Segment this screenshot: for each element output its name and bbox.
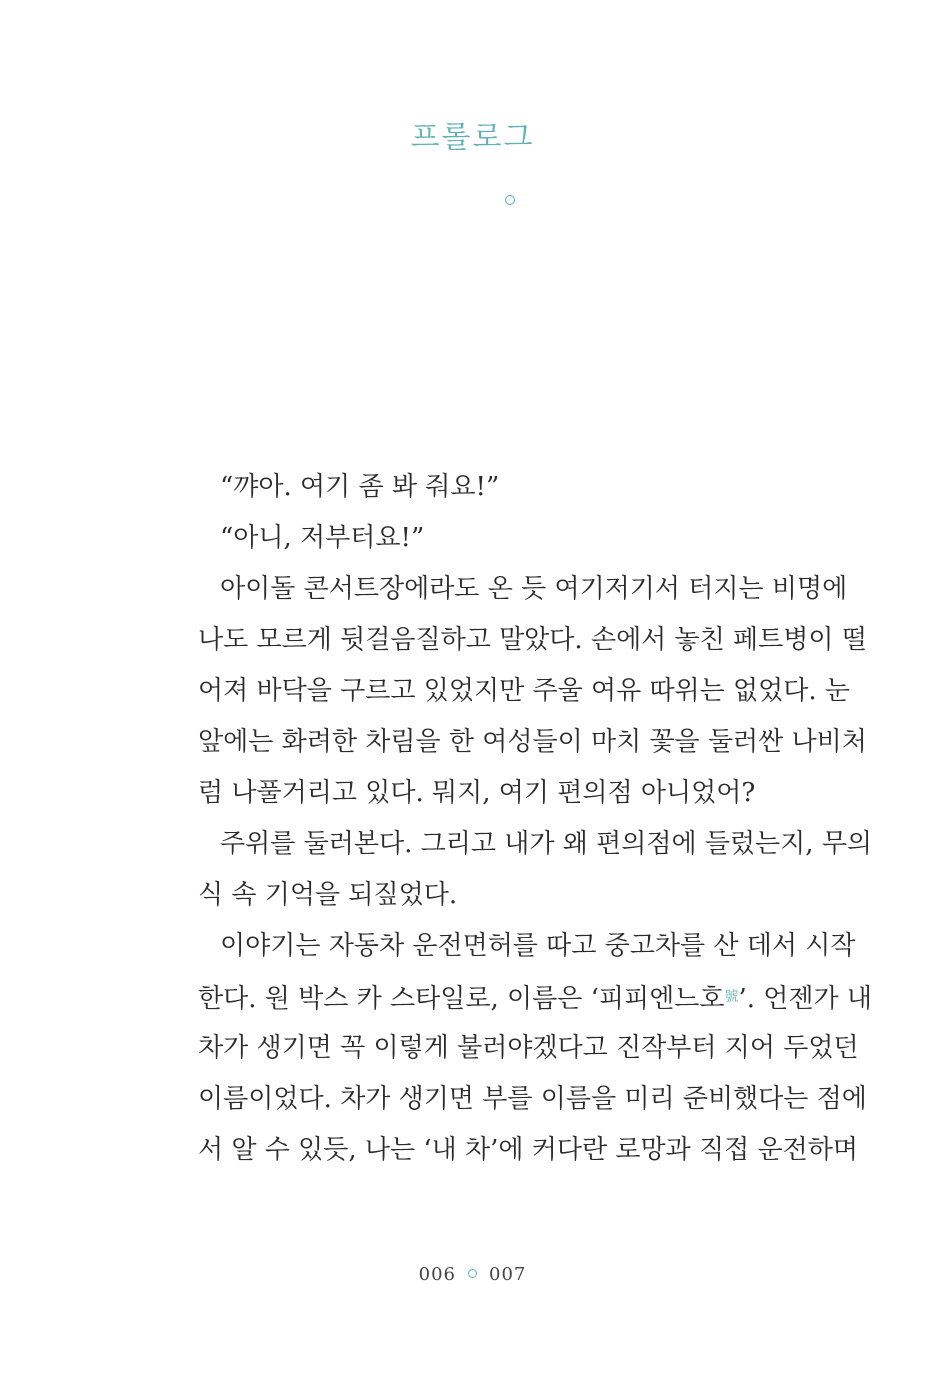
text-line: 이야기는 자동차 운전면허를 따고 중고차를 산 데서 시작 xyxy=(220,931,856,961)
text-segment: ’. 언젠가 내 xyxy=(738,984,873,1014)
text-line: “아니, 저부터요!” xyxy=(220,523,425,553)
chapter-title: 프롤로그 xyxy=(410,120,535,155)
text-segment: 한다. 원 박스 카 스타일로, 이름은 ‘피피엔느호 xyxy=(198,984,725,1014)
text-line: 아이돌 콘서트장에라도 온 듯 여기저기서 터지는 비명에 xyxy=(220,574,848,604)
text-line: 주위를 둘러본다. 그리고 내가 왜 편의점에 들렀는지, 무의 xyxy=(220,829,873,859)
hanja-annotation: 號 xyxy=(724,989,739,1005)
text-line: 이름이었다. 차가 생기면 부를 이름을 미리 준비했다는 점에 xyxy=(198,1084,867,1114)
folio-dot-icon xyxy=(468,1269,477,1278)
text-line: “꺄아. 여기 좀 봐 줘요!” xyxy=(220,472,500,502)
text-line: 앞에는 화려한 차림을 한 여성들이 마치 꽃을 둘러싼 나비처 xyxy=(198,727,867,757)
page-number-left: 006 xyxy=(418,1264,456,1285)
folio xyxy=(0,1264,945,1285)
text-line: 식 속 기억을 되짚었다. xyxy=(198,880,458,910)
text-line: 어져 바닥을 구르고 있었지만 주울 여유 따위는 없었다. 눈 xyxy=(198,676,851,706)
text-line: 럼 나풀거리고 있다. 뭐지, 여기 편의점 아니었어? xyxy=(198,778,756,808)
body-text xyxy=(198,462,873,1176)
text-line: 차가 생기면 꼭 이렇게 불러야겠다고 진작부터 지어 두었던 xyxy=(198,1033,859,1063)
page-number-right: 007 xyxy=(489,1264,527,1285)
text-line xyxy=(198,972,873,1023)
text-line: 나도 모르게 뒷걸음질하고 말았다. 손에서 놓친 페트병이 떨 xyxy=(198,625,867,655)
title-ornament-icon xyxy=(505,195,515,205)
text-line: 서 알 수 있듯, 나는 ‘내 차’에 커다란 로망과 직접 운전하며 xyxy=(198,1135,858,1165)
